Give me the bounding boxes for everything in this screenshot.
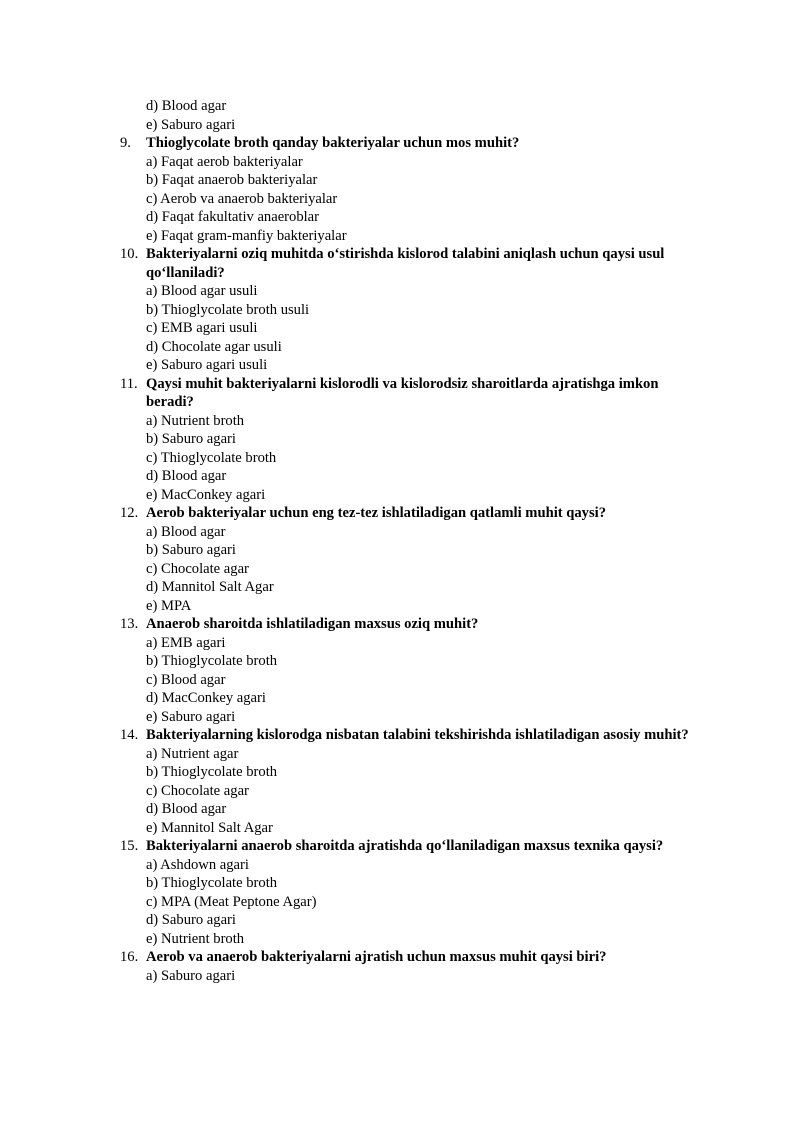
option: a) Saburo agari [146, 967, 236, 984]
question-number: 9. [120, 135, 131, 151]
question-text: Bakteriyalarni oziq muhitda o‘stirishda kislorod talabini aniqlash uchun qaysi usul qo‘llaniladi? [146, 246, 665, 281]
option: b) Faqat anaerob bakteriyalar [146, 172, 318, 188]
question-16 [120, 948, 706, 985]
option: b) Thioglycolate broth [146, 764, 278, 780]
option: e) Mannitol Salt Agar [146, 819, 273, 836]
question-text: Aerob bakteriyalar uchun eng tez-tez ishlatiladigan qatlamli muhit qaysi? [146, 505, 606, 521]
option: c) Blood agar [146, 671, 226, 688]
option: b) Thioglycolate broth [146, 875, 278, 891]
option: c) EMB agari usuli [146, 320, 258, 336]
continued-options [146, 97, 800, 134]
question-number: 11. [120, 375, 138, 392]
question-text: Bakteriyalarni anaerob sharoitda ajratishda qo‘llaniladigan maxsus texnika qaysi? [146, 838, 664, 854]
option: a) EMB agari [146, 634, 226, 651]
option: d) Blood agar [146, 468, 227, 484]
option: e) Faqat gram-manfiy bakteriyalar [146, 227, 347, 244]
option: d) Faqat fakultativ anaeroblar [146, 209, 320, 225]
option: a) Ashdown agari [146, 856, 249, 873]
option: a) Blood agar usuli [146, 283, 258, 299]
option: d) Chocolate agar usuli [146, 338, 282, 355]
option: b) Thioglycolate broth [146, 653, 278, 669]
question-9 [120, 134, 706, 245]
question-number: 15. [120, 838, 139, 854]
question-number: 13. [120, 616, 139, 632]
question-number: 14. [120, 727, 139, 743]
question-text: Qaysi muhit bakteriyalarni kislorodli va kislorodsiz sharoitlarda ajratishga imkon beradi? [146, 375, 659, 410]
option: a) Faqat aerob bakteriyalar [146, 153, 303, 170]
option: b) Saburo agari [146, 542, 236, 558]
question-text: Thioglycolate broth qanday bakteriyalar uchun mos muhit? [146, 135, 520, 151]
question-11 [120, 375, 706, 505]
question-text: Anaerob sharoitda ishlatiladigan maxsus oziq muhit? [146, 616, 479, 632]
option: d) MacConkey agari [146, 690, 266, 706]
option: e) Nutrient broth [146, 930, 245, 947]
question-text: Aerob va anaerob bakteriyalarni ajratish uchun maxsus muhit qaysi biri? [146, 949, 607, 965]
question-10 [120, 245, 706, 375]
question-13 [120, 615, 706, 726]
option: c) Aerob va anaerob bakteriyalar [146, 190, 338, 207]
option: c) Chocolate agar [146, 782, 249, 799]
option: a) Blood agar [146, 523, 226, 540]
option: b) Saburo agari [146, 431, 236, 447]
option: d) Mannitol Salt Agar [146, 579, 274, 595]
option: a) Nutrient agar [146, 745, 239, 762]
question-14 [120, 726, 706, 837]
question-12 [120, 504, 706, 615]
option: c) Chocolate agar [146, 560, 249, 577]
question-15 [120, 837, 706, 948]
question-number: 10. [120, 246, 139, 262]
option: d) Blood agar [146, 98, 227, 114]
option: e) Saburo agari [146, 708, 236, 725]
question-number: 12. [120, 505, 139, 521]
option: e) Saburo agari usuli [146, 357, 268, 373]
option: d) Blood agar [146, 801, 227, 817]
option: e) Saburo agari [146, 116, 236, 133]
option: b) Thioglycolate broth usuli [146, 301, 310, 318]
option: d) Saburo agari [146, 912, 236, 928]
option: e) MPA [146, 597, 192, 614]
option: a) Nutrient broth [146, 412, 245, 429]
option: c) Thioglycolate broth [146, 449, 277, 466]
option: e) MacConkey agari [146, 486, 266, 503]
question-text: Bakteriyalarning kislorodga nisbatan talabini tekshirishda ishlatiladigan asosiy muhit? [146, 727, 689, 743]
option: c) MPA (Meat Peptone Agar) [146, 893, 317, 910]
question-number: 16. [120, 949, 139, 965]
